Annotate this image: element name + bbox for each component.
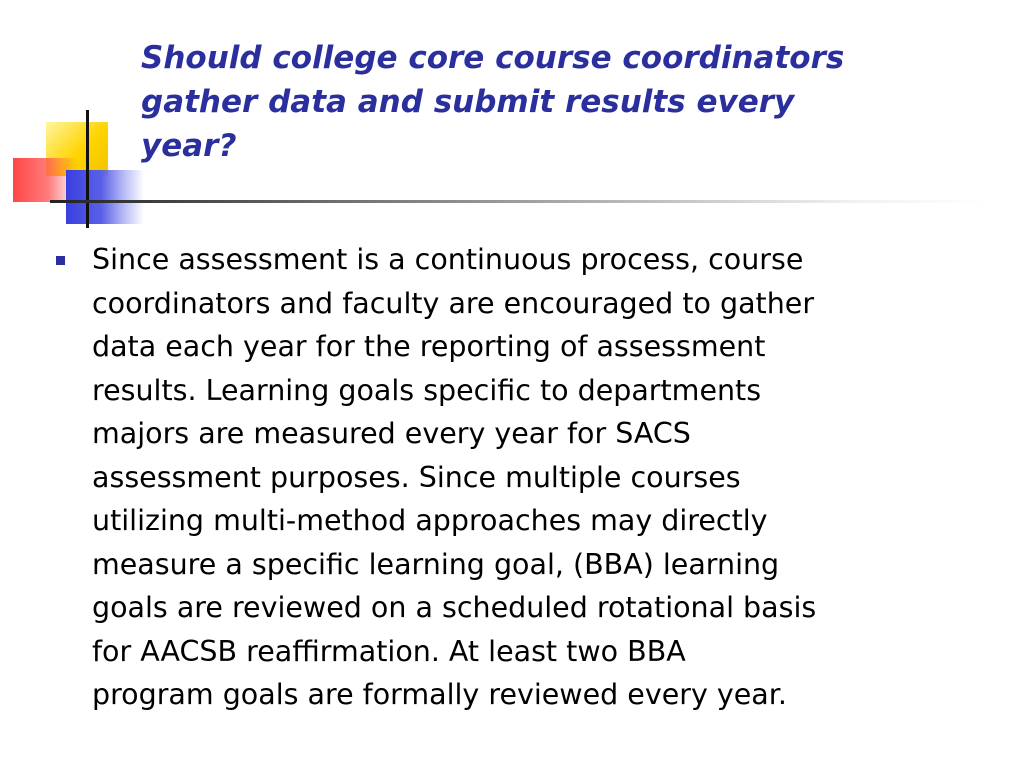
- bullet-text: Since assessment is a continuous process, course coordinators and faculty are encouraged to gather data each year for the reporting of assessment results. Learning goals specific to departments majors are measured every year for SACS assessment purposes. Since multiple courses utilizing multi-method approaches may directly measure a specific learning goal, (BBA) learning goals are reviewed on a scheduled rotational basis for AACSB reaffirmation. At least two BBA program goals are formally reviewed every year.: [92, 243, 817, 711]
- blue-square-decoration: [66, 170, 144, 224]
- vertical-rule-decoration: [86, 110, 89, 228]
- bullet-list: [50, 238, 1000, 717]
- bullet-item: [50, 238, 1000, 717]
- square-bullet-icon: [56, 256, 65, 265]
- title-underline-rule: [50, 200, 990, 203]
- slide-title: Should college core course coordinators gather data and submit results every year?: [141, 40, 845, 164]
